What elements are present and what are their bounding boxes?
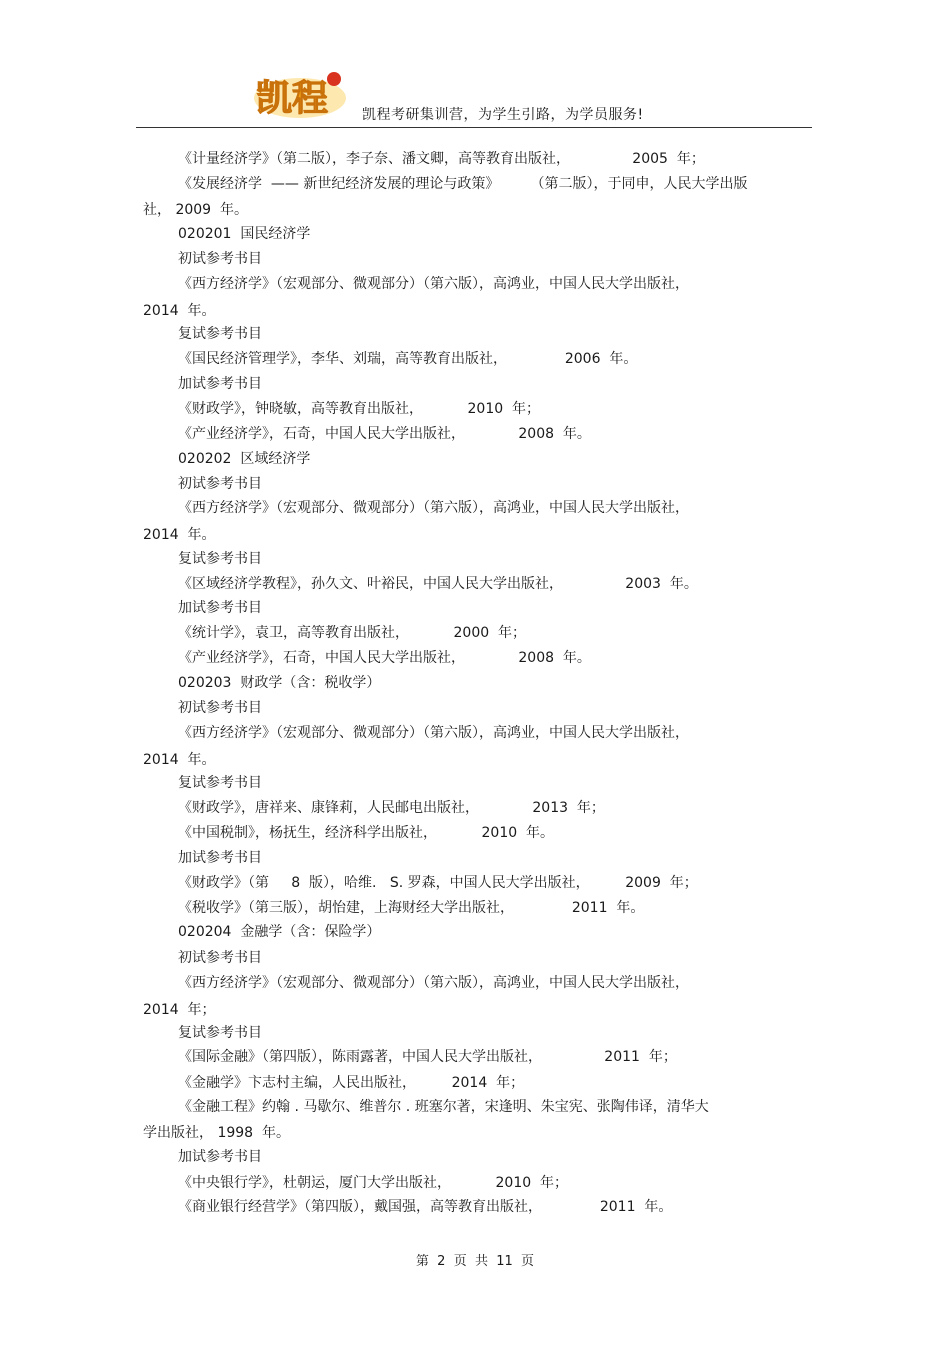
text-line: 《西方经济学》（宏观部分、微观部分）（第六版），高鸿业，中国人民大学出版社， — [178, 725, 689, 741]
subheading: 复试参考书目 — [178, 1025, 262, 1041]
text-line: 《中央银行学》，杜朝运，厦门大学出版社， 2010 年； — [178, 1175, 569, 1191]
text-line: 2014 年。 — [143, 303, 216, 319]
text-line: 社， 2009 年。 — [143, 202, 248, 218]
text-line: 《财政学》，钟晓敏，高等教育出版社， 2010 年； — [178, 401, 541, 417]
text-line: 《金融学》卞志村主编，人民出版社， 2014 年； — [178, 1075, 525, 1091]
text-line: 《产业经济学》，石奇，中国人民大学出版社， 2008 年。 — [178, 426, 591, 442]
text-line: 《发展经济学 —— 新世纪经济发展的理论与政策》 （第二版），于同申，人民大学出版 — [178, 176, 748, 192]
text-line: 《财政学》，唐祥来、康锋莉，人民邮电出版社， 2013 年； — [178, 800, 605, 816]
svg-text:凯程: 凯程 — [256, 78, 329, 119]
text-line: 《产业经济学》，石奇，中国人民大学出版社， 2008 年。 — [178, 650, 591, 666]
section-heading: 020201 国民经济学 — [178, 226, 311, 242]
subheading: 初试参考书目 — [178, 476, 262, 492]
subheading: 加试参考书目 — [178, 1149, 262, 1165]
text-line: 2014 年； — [143, 1002, 216, 1018]
page-number: 第 2 页 共 11 页 — [415, 1254, 535, 1269]
text-line: 2014 年。 — [143, 527, 216, 543]
subheading: 复试参考书目 — [178, 775, 262, 791]
subheading: 复试参考书目 — [178, 326, 262, 342]
header-divider — [136, 127, 812, 128]
subheading: 加试参考书目 — [178, 600, 262, 616]
text-line: 《中国税制》，杨抚生，经济科学出版社， 2010 年。 — [178, 825, 555, 841]
subheading: 复试参考书目 — [178, 551, 262, 567]
text-line: 《金融工程》约翰 . 马歇尔、维普尔 . 班塞尔著，宋逢明、朱宝宪、张陶伟译，清华大 — [178, 1099, 709, 1115]
subheading: 初试参考书目 — [178, 950, 262, 966]
kaicheng-logo — [252, 68, 348, 120]
text-line: 《西方经济学》（宏观部分、微观部分）（第六版），高鸿业，中国人民大学出版社， — [178, 975, 689, 991]
text-line: 《国际金融》（第四版），陈雨露著，中国人民大学出版社， 2011 年； — [178, 1049, 677, 1065]
subheading: 初试参考书目 — [178, 700, 262, 716]
section-heading: 020204 金融学（含：保险学） — [178, 924, 381, 940]
text-line: 《区域经济学教程》，孙久文、叶裕民，中国人民大学出版社， 2003 年。 — [178, 576, 698, 592]
text-line: 2014 年。 — [143, 752, 216, 768]
section-heading: 020203 财政学（含：税收学） — [178, 675, 381, 691]
page-header — [0, 0, 950, 130]
subheading: 加试参考书目 — [178, 376, 262, 392]
subheading: 初试参考书目 — [178, 251, 262, 267]
text-line: 学出版社， 1998 年。 — [143, 1125, 290, 1141]
text-line: 《西方经济学》（宏观部分、微观部分）（第六版），高鸿业，中国人民大学出版社， — [178, 276, 689, 292]
text-line: 《国民经济管理学》，李华、刘瑞，高等教育出版社， 2006 年。 — [178, 351, 638, 367]
text-line: 《西方经济学》（宏观部分、微观部分）（第六版），高鸿业，中国人民大学出版社， — [178, 500, 689, 516]
header-slogan: 凯程考研集训营，为学生引路，为学员服务! — [362, 107, 644, 123]
section-heading: 020202 区域经济学 — [178, 451, 311, 467]
text-line: 《商业银行经营学》（第四版），戴国强，高等教育出版社， 2011 年。 — [178, 1199, 673, 1215]
text-line: 《财政学》（第 8 版），哈维. S. 罗森，中国人民大学出版社， 2009 年； — [178, 875, 698, 891]
text-line: 《计量经济学》（第二版），李子奈、潘文卿，高等教育出版社， 2005 年； — [178, 151, 705, 167]
text-line: 《统计学》，袁卫，高等教育出版社， 2000 年； — [178, 625, 527, 641]
text-line: 《税收学》（第三版），胡怡建，上海财经大学出版社， 2011 年。 — [178, 900, 645, 916]
subheading: 加试参考书目 — [178, 850, 262, 866]
